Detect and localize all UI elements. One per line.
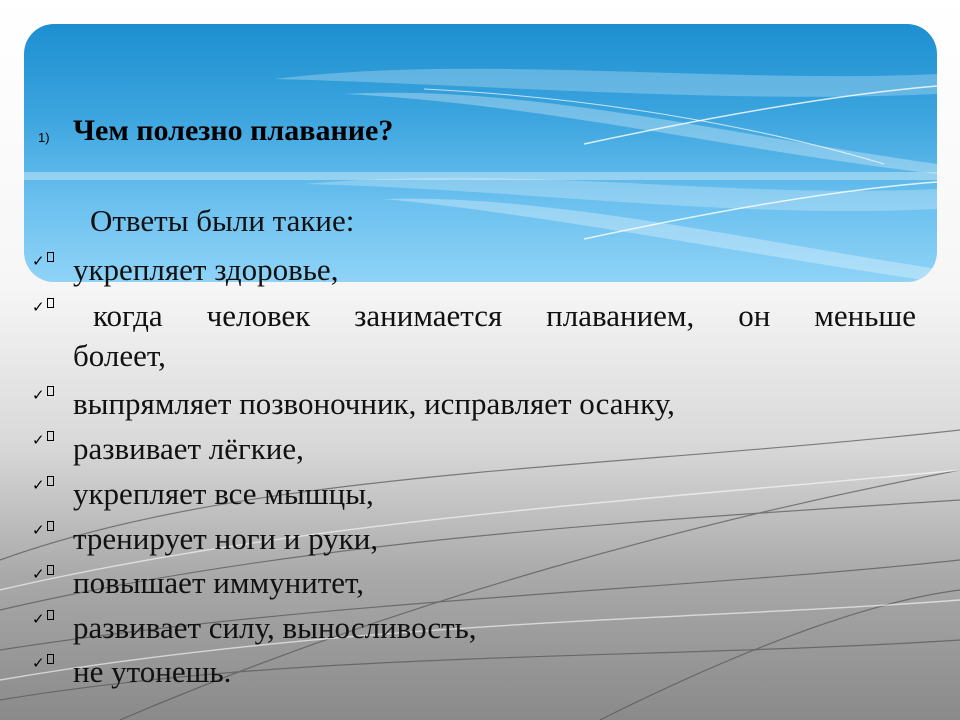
check-icon: ✓ (32, 386, 54, 404)
check-icon: ✓ (32, 252, 54, 270)
list-item-text: укрепляет здоровье, (73, 252, 339, 287)
intro-text: Ответы были такие: (90, 203, 355, 238)
list-item-text: развивает силу, выносливость, (73, 610, 477, 645)
list-item-text-continued: болеет, (73, 338, 166, 373)
page-title: Чем полезно плавание? (73, 114, 394, 147)
check-icon: ✓ (32, 298, 54, 316)
list-item-text: когда человек занимается плаванием, он меньше (93, 298, 916, 333)
check-icon: ✓ (32, 610, 54, 628)
check-icon: ✓ (32, 476, 54, 494)
list-item-text: повышает иммунитет, (73, 565, 365, 600)
check-icon: ✓ (32, 565, 54, 583)
list-item-text: выпрямляет позвоночник, исправляет осанку, (73, 386, 675, 421)
list-item-text: развивает лёгкие, (73, 431, 304, 466)
check-icon: ✓ (32, 521, 54, 539)
check-icon: ✓ (32, 431, 54, 449)
banner-light-band (24, 172, 937, 180)
list-item-text: тренирует ноги и руки, (73, 521, 379, 556)
title-number: 1) (38, 130, 50, 145)
list-item-text: укрепляет все мышцы, (73, 476, 374, 511)
check-icon: ✓ (32, 654, 54, 672)
list-item-text: не утонешь. (73, 654, 232, 689)
title-row (0, 112, 900, 158)
